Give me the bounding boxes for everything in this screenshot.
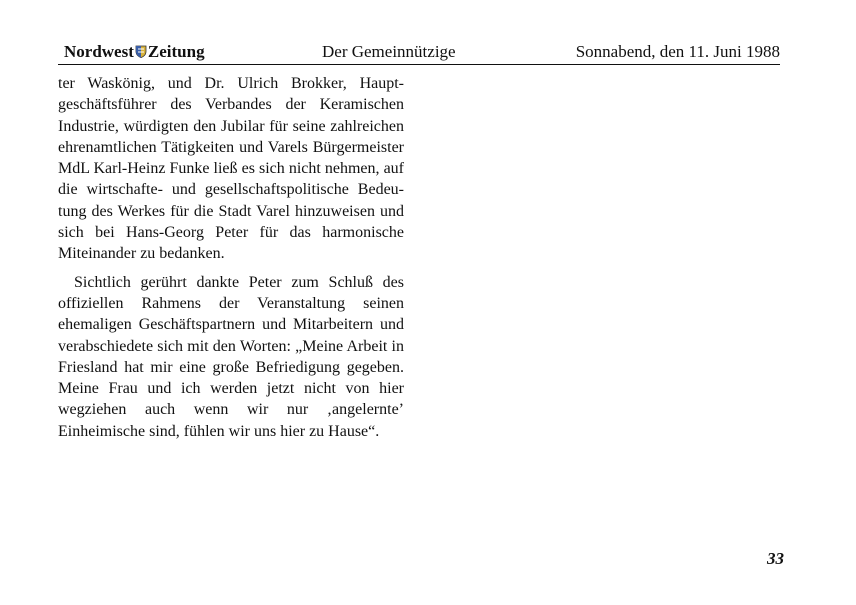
article-paragraph: ter Waskönig, und Dr. Ulrich Brokker, Hauptgeschäftsführer des Verbandes der Keramischen Industrie, würdigten den Jubilar für seine zahlreichen ehrenamtlichen Tätigkeiten und Varels Bürgermeister MdL Karl-Heinz Funke ließ es sich nicht nehmen, auf die wirtschafte- und gesellschaftspolitische Bedeutung des Werkes für die Stadt Varel hinzuweisen und sich bei Hans-Georg Peter für das harmonische Miteinander zu bedanken. [58, 75, 404, 263]
masthead-left: Nordwest [64, 42, 134, 61]
page-number: 33 [767, 549, 784, 568]
article-paragraph: Sichtlich gerührt dankte Peter zum Schluß des offiziellen Rahmens der Veranstaltung seinen ehemaligen Geschäftspartnern und Mitarbeitern und verabschiedete sich mit den Worten: „Meine Arbeit in Friesland hat mir eine große Befriedigung gegeben. Meine Frau und ich werden jetzt nicht von hier wegziehen auch wenn wir nur ‚angelernte’ Einheimische sind, fühlen wir uns hier zu Hause“. [58, 273, 404, 440]
section-title: Der Gemeinnützige [322, 42, 456, 61]
issue-date: Sonnabend, den 11. Juni 1988 [575, 42, 780, 61]
masthead [64, 42, 205, 62]
masthead-right: Zeitung [147, 42, 205, 61]
coat-of-arms-icon [135, 43, 147, 56]
article-column [58, 73, 404, 442]
page-header [58, 42, 780, 65]
